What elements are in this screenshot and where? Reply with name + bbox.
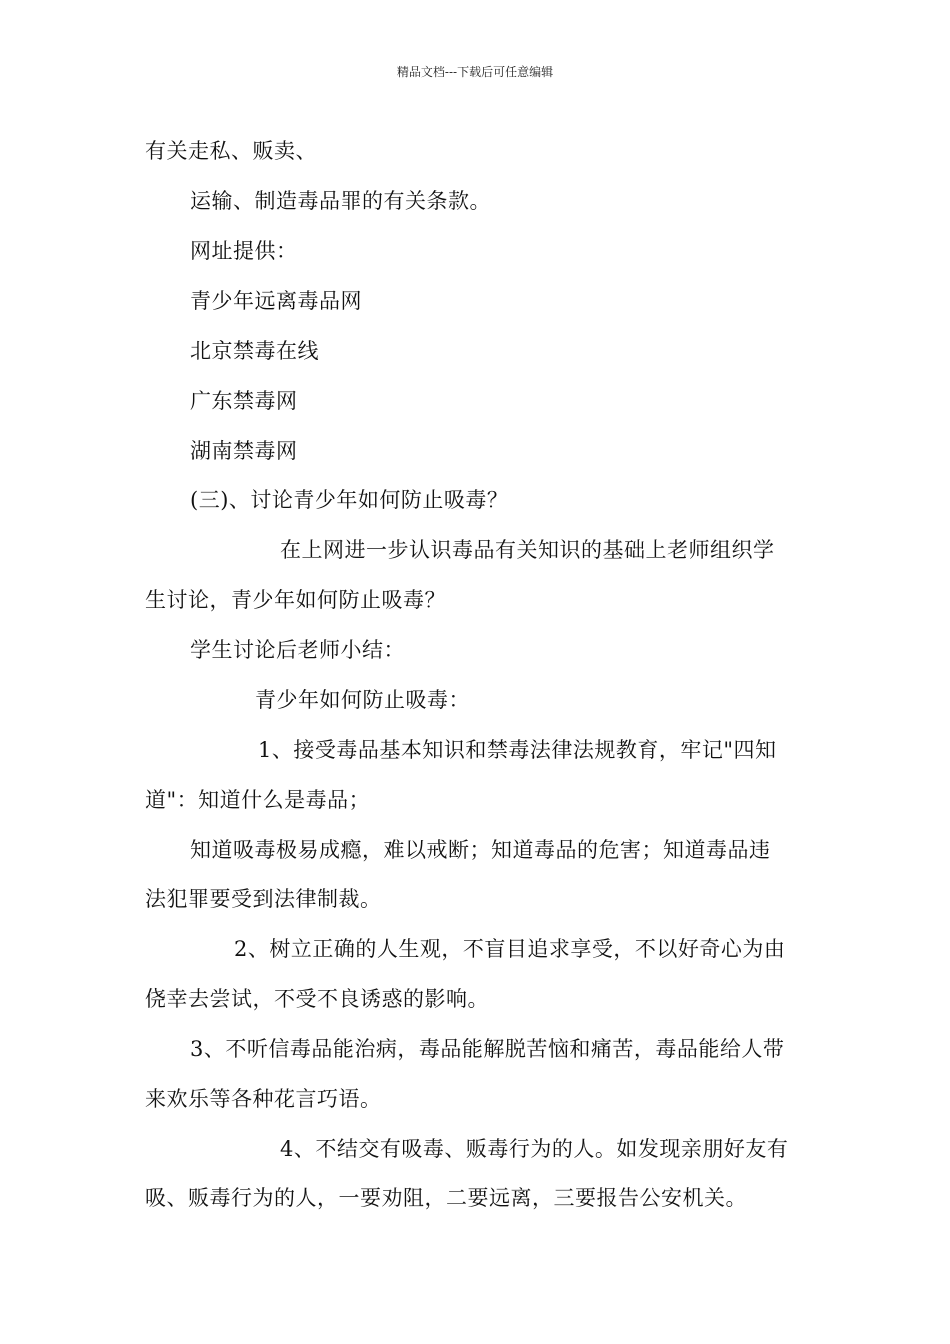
text-line: 侥幸去尝试，不受不良诱惑的影响。 [145, 987, 489, 1011]
list-item: 3、不听信毒品能治病，毒品能解脱苦恼和痛苦，毒品能给人带 [190, 1037, 785, 1061]
page-header: 精品文档---下载后可任意编辑 [396, 65, 554, 79]
text-line: 法犯罪要受到法律制裁。 [145, 887, 382, 911]
text-line: 学生讨论后老师小结： [190, 638, 405, 662]
text-line: 知道吸毒极易成瘾，难以戒断；知道毒品的危害；知道毒品违 [190, 838, 771, 862]
text-line: 吸、贩毒行为的人，一要劝阻，二要远离，三要报告公安机关。 [145, 1186, 747, 1210]
list-item: 1、接受毒品基本知识和禁毒法律法规教育，牢记"四知 [258, 738, 777, 762]
text-line: 来欢乐等各种花言巧语。 [145, 1087, 382, 1111]
link-label-youth-anti-drug: 青少年远离毒品网 [190, 289, 362, 313]
list-item: 2、树立正确的人生观，不盲目追求享受，不以好奇心为由 [234, 937, 786, 961]
link-label-beijing-anti-drug: 北京禁毒在线 [190, 339, 319, 363]
text-line: 生讨论，青少年如何防止吸毒？ [145, 588, 446, 612]
text-line: 道"：知道什么是毒品； [145, 788, 371, 812]
text-line: 在上网进一步认识毒品有关知识的基础上老师组织学 [280, 538, 775, 562]
list-item: 4、不结交有吸毒、贩毒行为的人。如发现亲朋好友有 [280, 1137, 789, 1161]
subheading: 青少年如何防止吸毒： [255, 688, 470, 712]
text-line: 运输、制造毒品罪的有关条款。 [190, 189, 491, 213]
link-label-guangdong-anti-drug: 广东禁毒网 [190, 389, 298, 413]
text-line: 网址提供： [190, 239, 298, 263]
link-label-hunan-anti-drug: 湖南禁毒网 [190, 439, 298, 463]
section-heading: (三)、讨论青少年如何防止吸毒？ [190, 488, 509, 512]
text-line: 有关走私、贩卖、 [145, 139, 317, 163]
